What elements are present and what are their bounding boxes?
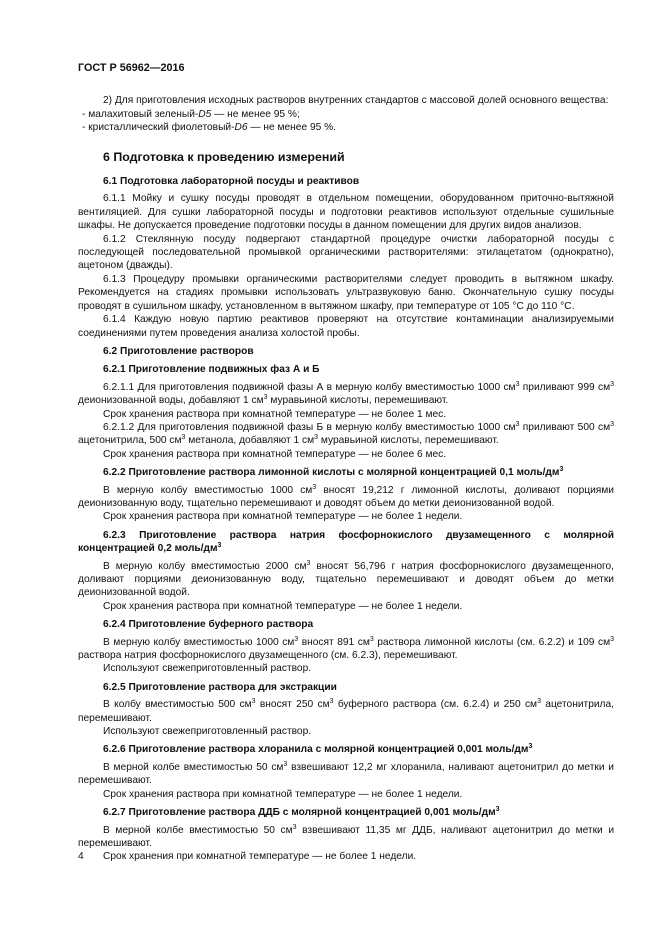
storage-note: Срок хранения раствора при комнатной температуре — не более 1 недели. xyxy=(103,788,463,800)
section-6-title: 6 Подготовка к проведению измерений xyxy=(103,149,345,164)
section-6-2-1-title: 6.2.1 Приготовление подвижных фаз А и Б xyxy=(103,364,320,376)
paragraph-6-2-3: В мерную колбу вместимостью 2000 $см^3$ вносят 56,796 г натрия фосфорнокислого двузамещенного, доливают порциями деионизованную воду, тщательно перемешивают и доводят объем до метки деионизованной водой. xyxy=(78,559,614,599)
paragraph-6-2-1-2: 6.2.1.2 Для приготовления подвижной фазы Б в мерную колбу вместимостью 1000 $см^3$ приливают 500 $см^3$ ацетонитрила, 500 $см^3$ метанола, добавляют 1 $см^3$ муравьиной кислоты, перемешивают. xyxy=(78,420,614,447)
paragraph-6-1-1: 6.1.1 Мойку и сушку посуды проводят в отдельном помещении, оборудованном приточно-вытяжной вентиляцией. Для сушки лабораторной посуды и подготовки реактивов используют отдельные сушильные шкафы. Не допускается проведение подготовки посуды в данном помещении для других видов анализов. xyxy=(78,193,614,232)
section-6-1-title: 6.1 Подготовка лабораторной посуды и реактивов xyxy=(103,176,360,188)
usage-note: Используют свежеприготовленный раствор. xyxy=(103,663,312,675)
usage-note: Используют свежеприготовленный раствор. xyxy=(103,726,312,738)
page-number: 4 xyxy=(78,851,84,862)
section-6-2-title: 6.2 Приготовление растворов xyxy=(103,345,254,357)
storage-note: Срок хранения при комнатной температуре — не более 1 недели. xyxy=(103,851,417,863)
document-page xyxy=(78,62,614,864)
intro-paragraph: 2) Для приготовления исходных растворов внутренних стандартов с массовой долей основного вещества: xyxy=(103,95,609,107)
section-6-2-3-title: 6.2.3 Приготовление раствора натрия фосфорнокислого двузамещенного с молярной концентрацией 0,2 моль/$дм^3$ xyxy=(78,529,614,555)
storage-note: Срок хранения раствора при комнатной температуре — не более 1 недели. xyxy=(103,511,463,523)
paragraph-6-2-1-1: 6.2.1.1 Для приготовления подвижной фазы А в мерную колбу вместимостью 1000 $см^3$ приливают 999 $см^3$ деионизованной воды, добавляют 1 $см^3$ муравьиной кислоты, перемешивают. xyxy=(78,380,614,407)
list-item: - малахитовый зеленый-D5 — не менее 95 %; xyxy=(82,108,300,120)
paragraph-6-1-2: 6.1.2 Стеклянную посуду подвергают стандартной процедуре очистки лабораторной посуды с последующей последовательной промывкой органическими растворителями: этилацетатом (однократно), ацетоном (дважды). xyxy=(78,233,614,272)
paragraph-6-2-2: В мерную колбу вместимостью 1000 $см^3$ вносят 19,212 г лимонной кислоты, доливают порциями деионизованную воду, тщательно перемешивают и доводят объем до метки деионизованной водой. xyxy=(78,483,614,509)
paragraph-6-2-6: В мерной колбе вместимостью 50 $см^3$ взвешивают 12,2 мг хлоранила, наливают ацетонитрил до метки и перемешивают. xyxy=(78,760,614,787)
paragraph-6-1-3: 6.1.3 Процедуру промывки органическими растворителями следует проводить в вытяжном шкафу. Рекомендуется на стадиях промывки использовать ультразвуковую баню. Окончательную сушку посуды проводят в сушильном шкафу, установленном в вытяжном шкафу, при температуре от 105 °C до 110 °C. xyxy=(78,273,614,312)
list-item: - кристаллический фиолетовый-D6 — не менее 95 %. xyxy=(82,122,336,134)
section-6-2-5-title: 6.2.5 Приготовление раствора для экстракции xyxy=(103,681,337,693)
storage-note: Срок хранения раствора при комнатной температуре — не более 6 мес. xyxy=(103,448,447,460)
section-6-2-2-title: 6.2.2 Приготовление раствора лимонной кислоты с молярной концентрацией 0,1 моль/$дм^3$ xyxy=(103,466,564,479)
paragraph-6-2-4: В мерную колбу вместимостью 1000 $см^3$ вносят 891 $см^3$ раствора лимонной кислоты (см. 6.2.2) и 109 $см^3$ раствора натрия фосфорнокислого двузамещенного (см. 6.2.3), перемешивают. xyxy=(78,635,614,662)
paragraph-6-2-5: В колбу вместимостью 500 $см^3$ вносят 250 $см^3$ буферного раствора (см. 6.2.4) и 250 $см^3$ ацетонитрила, перемешивают. xyxy=(78,698,615,724)
section-6-2-6-title: 6.2.6 Приготовление раствора хлоранила с молярной концентрацией 0,001 моль/$дм^3$ xyxy=(103,743,533,756)
storage-note: Срок хранения раствора при комнатной температуре — не более 1 недели. xyxy=(103,600,463,612)
paragraph-6-1-4: 6.1.4 Каждую новую партию реактивов проверяют на отсутствие контаминации анализируемыми соединениями путем проведения анализа холостой пробы. xyxy=(78,314,614,339)
storage-note: Срок хранения раствора при комнатной температуре — не более 1 мес. xyxy=(103,408,447,420)
paragraph-6-2-7: В мерной колбе вместимостью 50 $см^3$ взвешивают 11,35 мг ДДБ, наливают ацетонитрил до метки и перемешивают. xyxy=(78,823,615,849)
section-6-2-7-title: 6.2.7 Приготовление раствора ДДБ с молярной концентрацией 0,001 моль/$дм^3$ xyxy=(103,806,500,819)
document-header: ГОСТ Р 56962—2016 xyxy=(78,62,185,74)
section-6-2-4-title: 6.2.4 Приготовление буферного раствора xyxy=(103,619,314,631)
